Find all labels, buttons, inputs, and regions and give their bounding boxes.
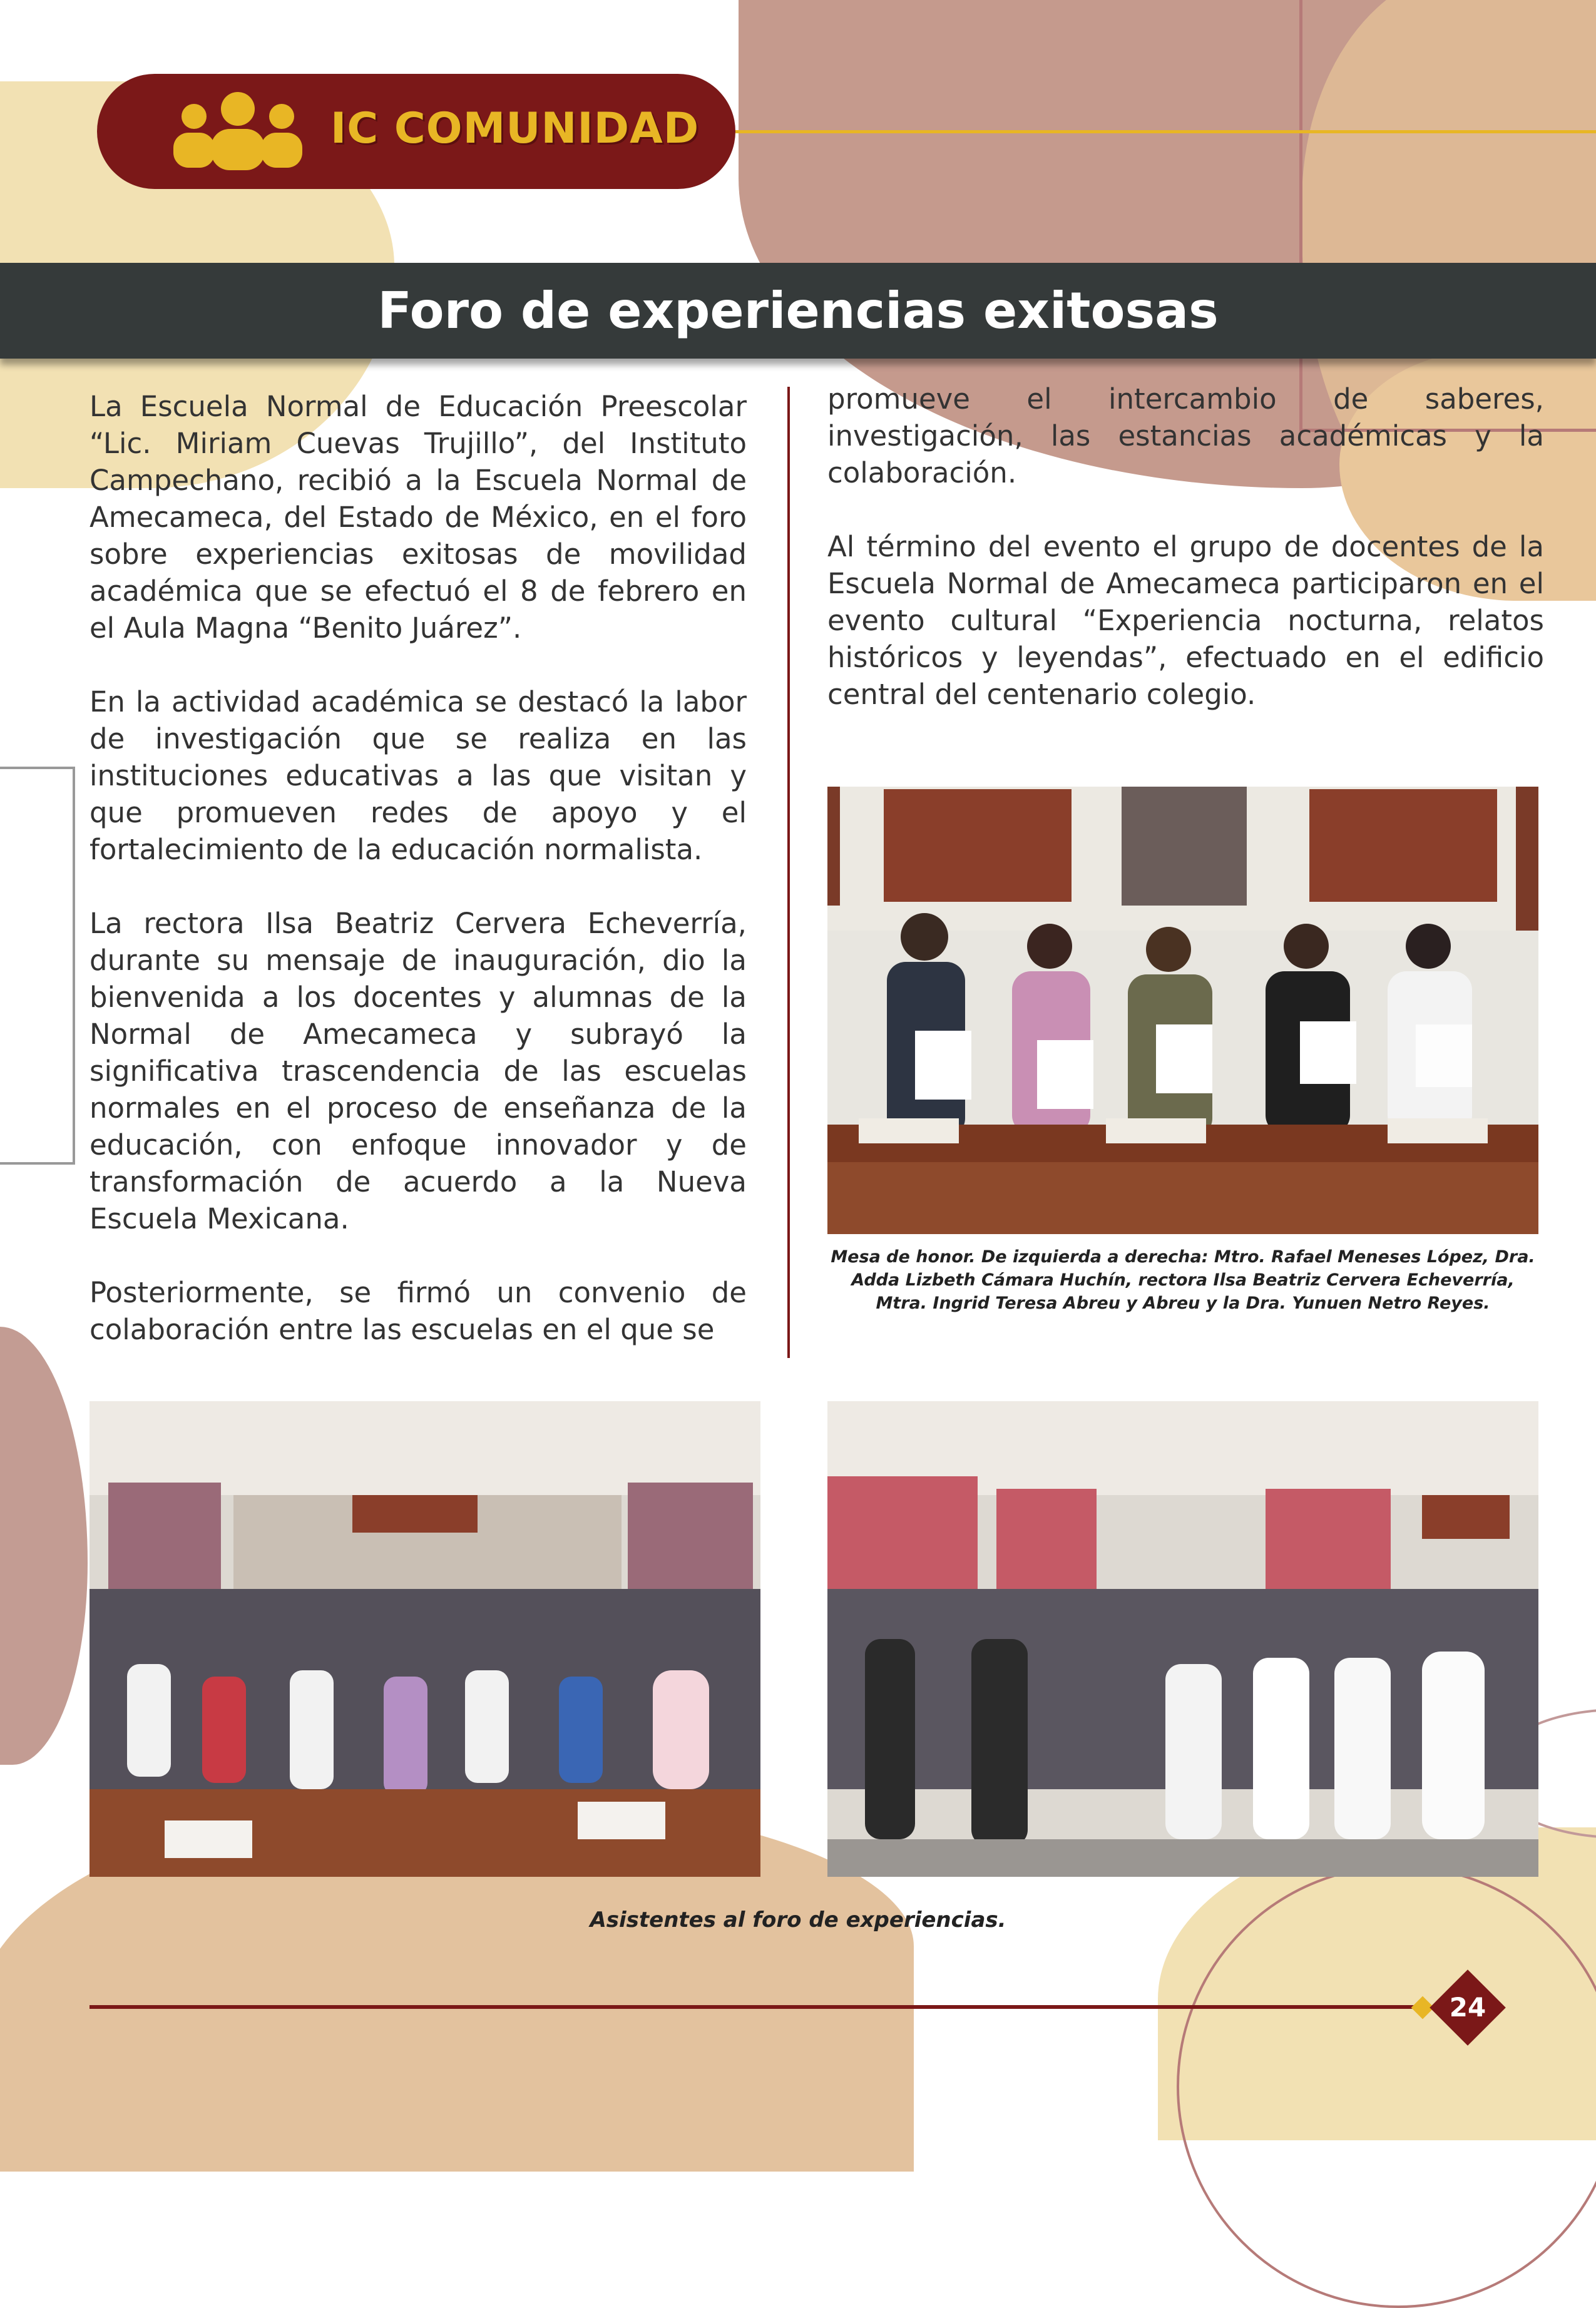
paragraph: En la actividad académica se destacó la labor de investigación que se realiza en las instituciones educativas a las que visitan y que promueven redes de apoyo y el fortalecimiento de la educación normalista. bbox=[90, 685, 747, 866]
photo-caption: Asistentes al foro de experiencias. bbox=[590, 1907, 1006, 1933]
section-header bbox=[97, 74, 735, 189]
article-column-left bbox=[90, 388, 747, 1385]
people-icon bbox=[166, 90, 310, 171]
section-label: IC COMUNIDAD bbox=[330, 104, 700, 153]
photo-attendees-right bbox=[827, 1401, 1538, 1877]
paragraph: La Escuela Normal de Educación Preescolar “Lic. Miriam Cuevas Trujillo”, del Instituto Campechano, recibió a la Escuela Normal de Amecameca, del Estado de México, en el foro sobre experiencias exitosas de movilidad académica que se efectuó el 8 de febrero en el Aula Magna “Benito Juárez”. bbox=[90, 390, 747, 645]
footer-rule bbox=[90, 2005, 1423, 2009]
decorative-blob bbox=[0, 1327, 88, 1765]
paragraph: La rectora Ilsa Beatriz Cervera Echeverría, durante su mensaje de inauguración, dio la bienvenida a los docentes y alumnas de la Normal de Amecameca y subrayó la significativa trascendencia de las escuelas normales en el proceso de enseñanza de la educación, con enfoque innovador y de transformación de acuerdo a la Nueva Escuela Mexicana. bbox=[90, 907, 747, 1235]
article-title: Foro de experiencias exitosas bbox=[377, 282, 1219, 340]
decorative-line bbox=[1299, 0, 1302, 432]
photo-honor-table bbox=[827, 787, 1538, 1234]
page-number: 24 bbox=[1449, 1992, 1486, 2023]
decorative-bracket bbox=[0, 767, 75, 1165]
photo-caption: Mesa de honor. De izquierda a derecha: Mtro. Rafael Meneses López, Dra. Adda Lizbeth Cámara Huchín, rectora Ilsa Beatriz Cervera Echeverría, Mtra. Ingrid Teresa Abreu y Abreu y la Dra. Yunuen Netro Reyes. bbox=[831, 1247, 1535, 1313]
column-divider bbox=[787, 387, 790, 1358]
header-rule bbox=[735, 130, 1596, 133]
paragraph: Posteriormente, se firmó un convenio de colaboración entre las escuelas en el que se bbox=[90, 1276, 747, 1346]
paragraph: promueve el intercambio de saberes, investigación, las estancias académicas y la colaboración. bbox=[827, 382, 1544, 489]
photo-attendees-left bbox=[90, 1401, 760, 1877]
paragraph: Al término del evento el grupo de docentes de la Escuela Normal de Amecameca participaron en el evento cultural “Experiencia nocturna, relatos históricos y leyendas”, efectuado en el edificio central del centenario colegio. bbox=[827, 530, 1544, 711]
title-bar bbox=[0, 263, 1596, 359]
article-column-right bbox=[827, 380, 1544, 750]
